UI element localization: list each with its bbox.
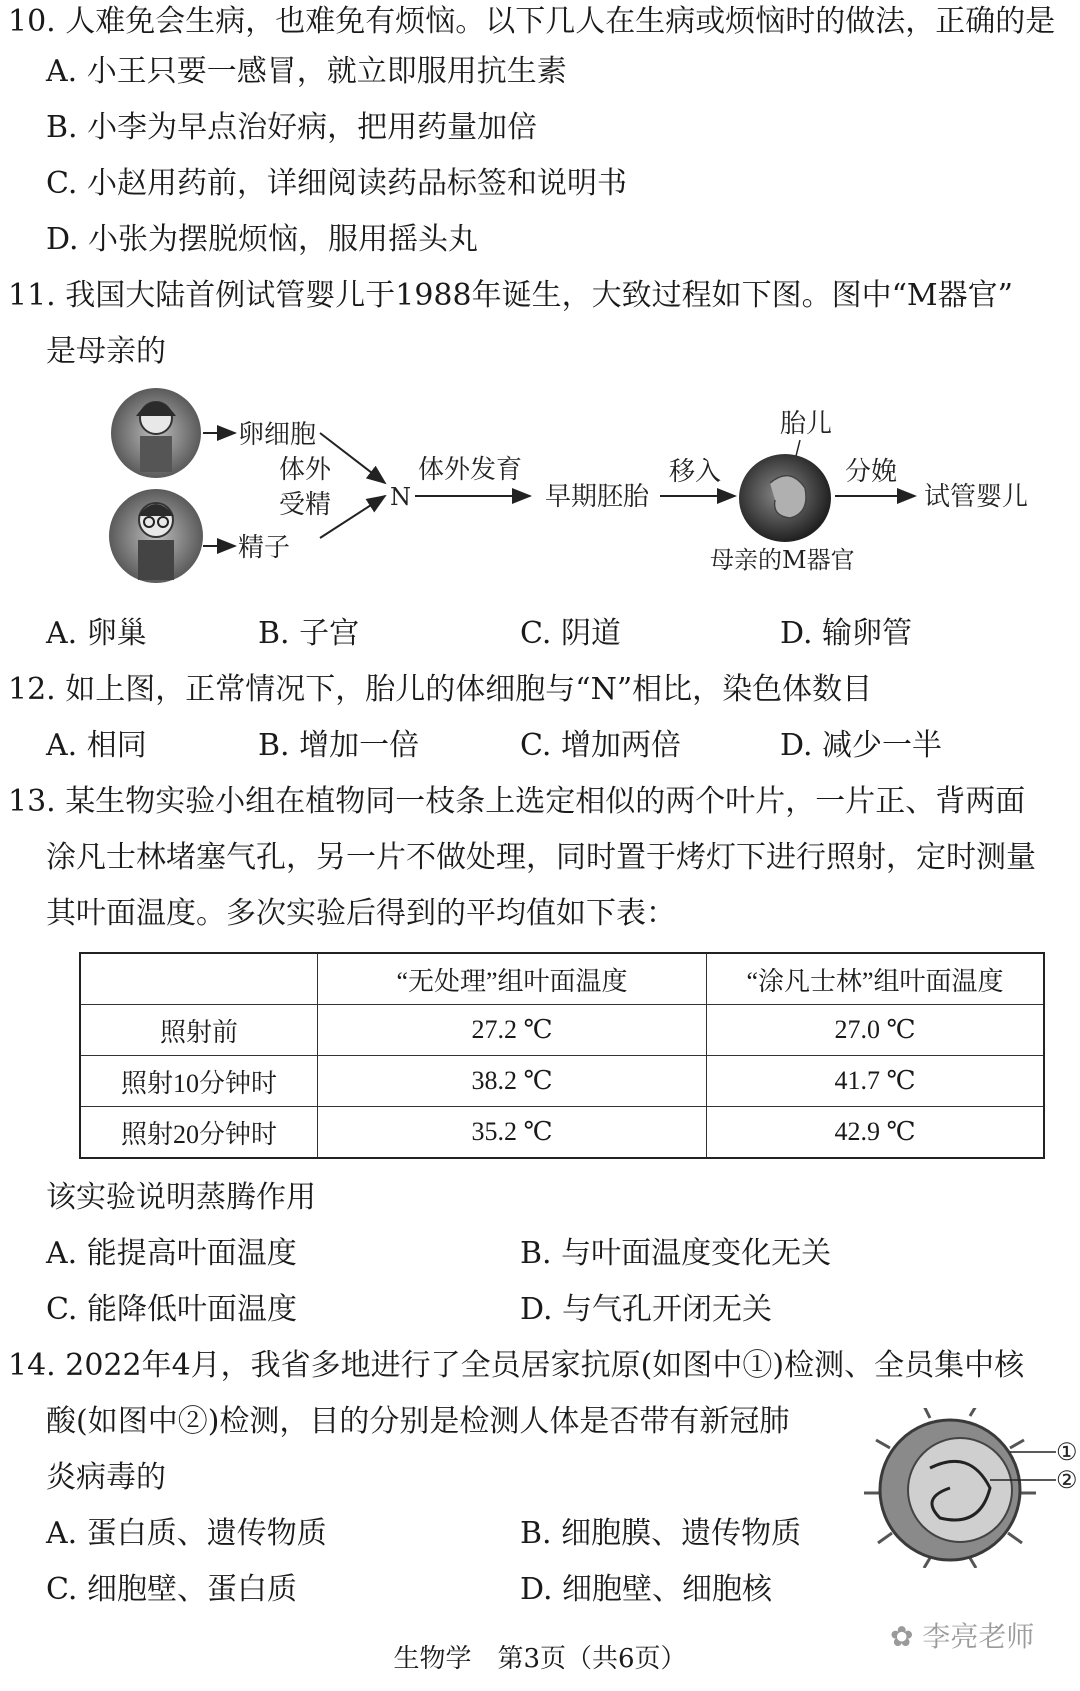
q11-option-b[interactable]: B. 子宫 [258,616,360,651]
fert1-label: 体外 [279,455,332,485]
table-header-row [80,953,1044,1005]
q12-option-b[interactable]: B. 增加一倍 [258,728,420,763]
q13-option-b[interactable]: B. 与叶面温度变化无关 [520,1236,832,1271]
q14-option-d[interactable]: D. 细胞壁、细胞核 [520,1572,773,1607]
virus-label-2: ② [1056,1466,1078,1494]
q13-stem-line1: 13. 某生物实验小组在植物同一枝条上选定相似的两个叶片，一片正、背两面 [8,784,1026,819]
table-row [80,1107,1044,1159]
q13-option-d[interactable]: D. 与气孔开闭无关 [520,1292,773,1327]
transfer-label: 移入 [669,457,722,487]
q10-option-d[interactable]: D. 小张为摆脱烦恼，服用摇头丸 [46,222,479,257]
table-row [80,1005,1044,1056]
q11-stem-line2: 是母亲的 [46,334,166,369]
virus-structure-figure [860,1408,1080,1568]
q13-stem-line3: 其叶面温度。多次实验后得到的平均值如下表： [46,896,676,931]
embryo-label: 早期胚胎 [545,482,650,512]
m-organ-label: 母亲的M器官 [710,546,855,574]
q11-option-a[interactable]: A. 卵巢 [46,616,147,651]
page-footer: 生物学 第3页（共6页） [393,1644,687,1674]
q14-option-b[interactable]: B. 细胞膜、遗传物质 [520,1516,802,1551]
q11-option-c[interactable]: C. 阴道 [520,616,621,651]
q10-option-a[interactable]: A. 小王只要一感冒，就立即服用抗生素 [46,54,567,89]
q12-option-a[interactable]: A. 相同 [46,728,147,763]
n-label: N [390,483,411,511]
baby-label: 试管婴儿 [924,482,1029,512]
q14-option-a[interactable]: A. 蛋白质、遗传物质 [46,1516,327,1551]
ivf-process-figure [0,388,1080,598]
q12-option-d[interactable]: D. 减少一半 [780,728,943,763]
sperm-label: 精子 [238,533,291,563]
q13-stem-line2: 涂凡士林堵塞气孔，另一片不做处理，同时置于烤灯下进行照射，定时测量 [46,840,1036,875]
table-cell: 42.9 ℃ [707,1107,1045,1159]
father-portrait-icon [109,489,203,583]
table-cell: 照射20分钟时 [80,1107,318,1159]
q10-stem: 10. 人难免会生病，也难免有烦恼。以下几人在生病或烦恼时的做法，正确的是 [8,4,1056,39]
q13-option-c[interactable]: C. 能降低叶面温度 [46,1292,297,1327]
uterus-fetus-icon [739,454,831,542]
q14-stem-line1: 14. 2022年4月，我省多地进行了全员居家抗原(如图中①)检测、全员集中核 [8,1348,1025,1383]
q12-stem: 12. 如上图，正常情况下，胎儿的体细胞与“N”相比，染色体数目 [8,672,873,707]
table-cell: 照射10分钟时 [80,1056,318,1107]
table-cell: 35.2 ℃ [318,1107,707,1159]
virus-label-1: ① [1056,1438,1078,1466]
table-cell: 41.7 ℃ [707,1056,1045,1107]
fetus-label: 胎儿 [780,409,833,439]
temperature-table [79,952,1045,1159]
q10-option-c[interactable]: C. 小赵用药前，详细阅读药品标签和说明书 [46,166,627,201]
birth-label: 分娩 [845,457,898,487]
develop-label: 体外发育 [418,455,523,485]
watermark-text: 李亮老师 [922,1620,1035,1653]
q13-option-a[interactable]: A. 能提高叶面温度 [46,1236,297,1271]
q14-stem-line2: 酸(如图中②)检测，目的分别是检测人体是否带有新冠肺 [46,1404,790,1439]
egg-label: 卵细胞 [238,420,317,450]
q14-option-c[interactable]: C. 细胞壁、蛋白质 [46,1572,297,1607]
table-header-cell: “涂凡士林”组叶面温度 [707,953,1045,1005]
table-cell: 38.2 ℃ [318,1056,707,1107]
table-cell: 照射前 [80,1005,318,1056]
q12-option-c[interactable]: C. 增加两倍 [520,728,681,763]
q11-option-d[interactable]: D. 输卵管 [780,616,913,651]
fert2-label: 受精 [279,490,332,520]
q10-option-b[interactable]: B. 小李为早点治好病，把用药量加倍 [46,110,538,145]
wechat-icon: ✿ [890,1620,914,1653]
table-row [80,1056,1044,1107]
q14-stem-line3: 炎病毒的 [46,1460,166,1495]
table-header-cell: “无处理”组叶面温度 [318,953,707,1005]
table-cell: 27.0 ℃ [707,1005,1045,1056]
q13-stem-line4: 该实验说明蒸腾作用 [46,1180,316,1215]
mother-portrait-icon [111,388,201,478]
q11-stem-line1: 11. 我国大陆首例试管婴儿于1988年诞生，大致过程如下图。图中“M器官” [8,278,1013,313]
table-header-cell [80,953,318,1005]
table-cell: 27.2 ℃ [318,1005,707,1056]
